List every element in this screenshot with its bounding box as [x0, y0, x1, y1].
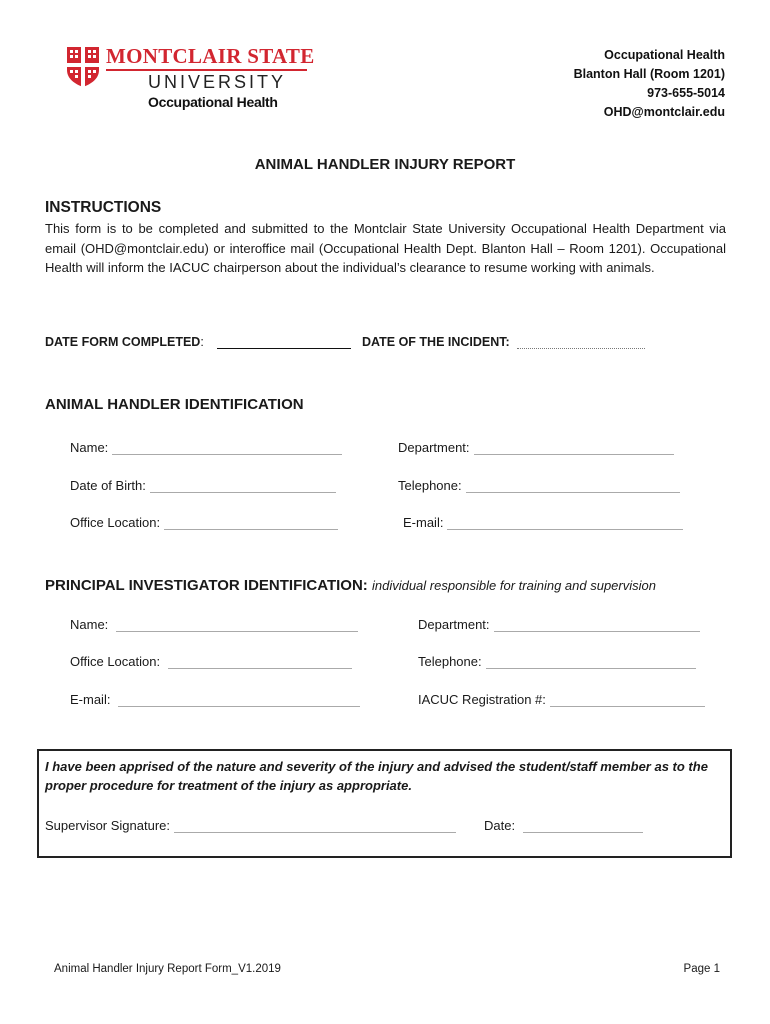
pi-telephone-row [418, 654, 696, 669]
contact-email: OHD@montclair.edu [603, 105, 725, 119]
handler-name-field[interactable] [112, 441, 342, 455]
handler-dob-field[interactable] [150, 479, 336, 493]
attestation-statement: I have been apprised of the nature and severity of the injury and advised the student/staff member as to the proper procedure for treatment of the injury as appropriate. [45, 759, 708, 793]
date-incident-label: DATE OF THE INCIDENT: [362, 335, 510, 349]
handler-name-label: Name: [70, 440, 109, 455]
handler-office-row [70, 515, 338, 530]
handler-department-row [398, 440, 674, 455]
pi-section-heading [45, 577, 656, 594]
pi-office-field[interactable] [168, 655, 352, 669]
handler-email-row [403, 515, 683, 530]
handler-telephone-field[interactable] [466, 479, 680, 493]
handler-department-field[interactable] [474, 441, 674, 455]
date-completed-row: DATE FORM COMPLETED: [45, 334, 351, 349]
handler-telephone-label: Telephone: [398, 478, 462, 493]
pi-iacuc-row [418, 692, 705, 707]
supervisor-signature-label: Supervisor Signature: [45, 818, 171, 833]
handler-email-field[interactable] [447, 516, 683, 530]
contact-department: Occupational Health [604, 48, 725, 62]
instructions-heading: INSTRUCTIONS [45, 199, 162, 216]
pi-department-field[interactable] [494, 618, 700, 632]
logo-wordmark-university: UNIVERSITY [148, 72, 287, 92]
pi-email-label: E-mail: [70, 692, 111, 707]
date-incident-row [362, 334, 645, 349]
logo-divider [106, 69, 307, 71]
date-completed-field[interactable] [217, 334, 351, 349]
handler-name-row [70, 440, 342, 455]
contact-address: Blanton Hall (Room 1201) [573, 67, 725, 81]
logo-department-name: Occupational Health [148, 94, 278, 110]
pi-email-row [70, 692, 360, 707]
pi-name-label: Name: [70, 617, 109, 632]
handler-telephone-row [398, 478, 680, 493]
handler-office-field[interactable] [164, 516, 338, 530]
contact-phone: 973-655-5014 [647, 86, 725, 100]
date-completed-label: DATE FORM COMPLETED [45, 335, 201, 349]
instructions-text: This form is to be completed and submitted to the Montclair State University Occupational Health Department via email (OHD@montclair.edu) or interoffice mail (Occupational Health Dept. Blanton Hall – Room 1201). Occupational Health will inform the IACUC chairperson about the individual’s clearance to resume working with animals. [45, 221, 726, 275]
handler-dob-label: Date of Birth: [70, 478, 146, 493]
date-incident-field[interactable] [517, 334, 645, 349]
handler-email-label: E-mail: [403, 515, 444, 530]
supervisor-date-field[interactable] [523, 819, 643, 833]
university-shield-logo [66, 46, 100, 88]
handler-section-heading: ANIMAL HANDLER IDENTIFICATION [45, 396, 304, 413]
pi-iacuc-label: IACUC Registration #: [418, 692, 546, 707]
pi-department-label: Department: [418, 617, 490, 632]
supervisor-signature-row [45, 818, 456, 833]
form-title: ANIMAL HANDLER INJURY REPORT [254, 156, 516, 173]
logo-wordmark-montclair-state: MONTCLAIR STATE [106, 44, 315, 68]
handler-dob-row [70, 478, 336, 493]
supervisor-signature-field[interactable] [174, 819, 456, 833]
pi-name-field[interactable] [116, 618, 358, 632]
pi-subheading: individual responsible for training and supervision [371, 578, 656, 593]
page-number: Page 1 [683, 963, 720, 975]
pi-name-row [70, 617, 358, 632]
pi-office-row [70, 654, 352, 669]
form-version-footer: Animal Handler Injury Report Form_V1.2019 [54, 963, 281, 975]
pi-email-field[interactable] [118, 693, 360, 707]
pi-department-row [418, 617, 700, 632]
contact-block [574, 46, 725, 122]
pi-telephone-label: Telephone: [418, 654, 482, 669]
handler-department-label: Department: [398, 440, 470, 455]
supervisor-date-row [484, 818, 643, 833]
pi-office-label: Office Location: [70, 654, 161, 669]
supervisor-date-label: Date: [484, 818, 516, 833]
pi-iacuc-field[interactable] [550, 693, 705, 707]
pi-telephone-field[interactable] [486, 655, 696, 669]
handler-office-label: Office Location: [70, 515, 161, 530]
pi-heading-label: PRINCIPAL INVESTIGATOR IDENTIFICATION: [45, 577, 368, 594]
